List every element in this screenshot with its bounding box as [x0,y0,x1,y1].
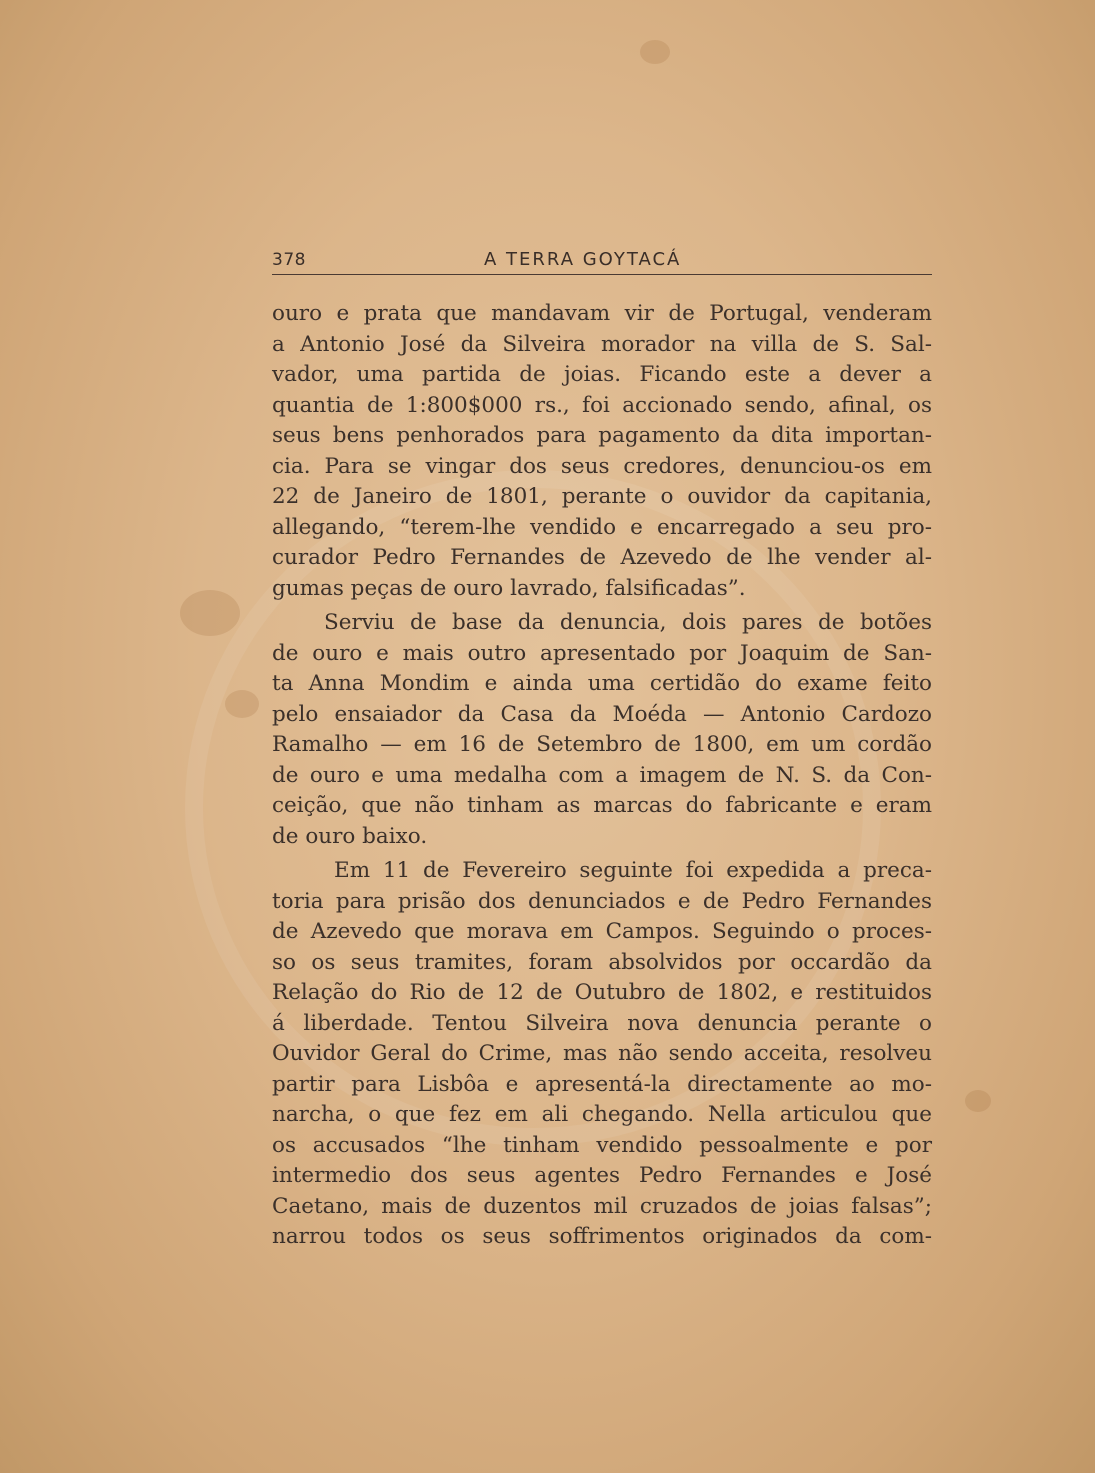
text-line: gumas peças de ouro lavrado, falsificadas”. [272,575,746,601]
text-line: intermedio dos seus agentes Pedro Fernandes e José [272,1163,932,1188]
text-line: a Antonio José da Silveira morador na villa de S. Sal- [272,331,932,357]
text-line: allegando, “terem-lhe vendido e encarregado a seu pro- [272,514,932,540]
text-line: vador, uma partida de joias. Ficando este a dever a [272,362,932,387]
paper-stain [225,690,259,718]
text-line: de ouro e mais outro apresentado por Joaquim de San- [272,640,932,666]
text-line: de ouro baixo. [272,823,428,849]
text-line: ceição, que não tinham as marcas do fabricante e eram [272,793,932,818]
paper-stain [180,590,240,636]
paper-stain [640,40,670,64]
text-line: 22 de Janeiro de 1801, perante o ouvidor da capitania, [272,484,932,509]
text-line: os accusados “lhe tinham vendido pessoalmente e por [272,1132,932,1158]
text-line: á liberdade. Tentou Silveira nova denuncia perante o [272,1010,932,1036]
text-line: narrou todos os seus soffrimentos originados da com- [272,1224,932,1249]
book-page [272,246,932,1253]
text-line: Relação do Rio de 12 de Outubro de 1802, e restituidos [272,980,932,1005]
text-line: de Azevedo que morava em Campos. Seguindo o proces- [272,919,932,944]
text-line: partir para Lisbôa e apresentá-la directamente ao mo- [272,1071,932,1097]
running-title: A TERRA GOYTACÁ [484,249,682,270]
paper-stain [965,1090,991,1112]
text-line: cia. Para se vingar dos seus credores, denunciou-os em [272,453,932,479]
text-line: ta Anna Mondim e ainda uma certidão do exame feito [272,671,932,696]
text-line: curador Pedro Fernandes de Azevedo de lhe vender al- [272,545,932,570]
text-line: Ouvidor Geral do Crime, mas não sendo acceita, resolveu [272,1041,932,1066]
paragraph [272,299,932,604]
text-line: so os seus tramites, foram absolvidos por occardão da [272,949,932,975]
text-line: Caetano, mais de duzentos mil cruzados de joias falsas”; [272,1193,932,1219]
text-line: seus bens penhorados para pagamento da dita importan- [272,423,932,448]
text-line: Ramalho — em 16 de Setembro de 1800, em um cordão [272,732,932,757]
text-line: narcha, o que fez em ali chegando. Nella articulou que [272,1102,932,1127]
paragraph [272,856,932,1253]
text-line: Serviu de base da denuncia, dois pares de botões [324,610,932,635]
text-line: toria para prisão dos denunciados e de Pedro Fernandes [272,888,932,914]
paragraph [272,608,932,852]
body-text [272,299,932,1253]
text-line: de ouro e uma medalha com a imagem de N. S. da Con- [272,762,932,788]
page-header [272,246,932,275]
page-number: 378 [272,250,306,270]
text-line: pelo ensaiador da Casa da Moéda — Antonio Cardozo [272,701,932,727]
text-line: quantia de 1:800$000 rs., foi accionado sendo, afinal, os [272,392,932,418]
text-line: Em 11 de Fevereiro seguinte foi expedida a preca- [334,858,932,883]
text-line: ouro e prata que mandavam vir de Portugal, venderam [272,301,932,326]
